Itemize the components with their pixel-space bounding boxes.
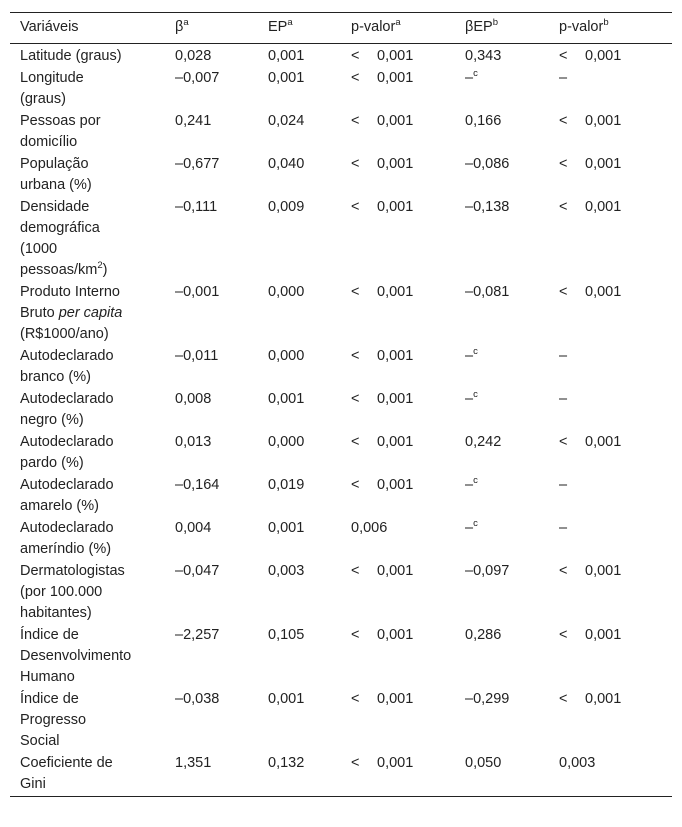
less-than-symbol: <: [351, 755, 360, 771]
beta-cell: [175, 346, 268, 389]
ep-value: 0,040: [268, 156, 305, 172]
beta-cell: [175, 561, 268, 625]
variable-name-line: Progresso: [20, 712, 87, 728]
ep-cell: [268, 346, 351, 389]
table-row: [10, 475, 672, 518]
less-than-symbol: <: [351, 199, 360, 215]
beta-ep-value: 0,050: [465, 755, 502, 771]
p-valor-b-value: 0,001: [585, 627, 622, 643]
variable-name-line: amarelo (%): [20, 498, 99, 514]
variable-name-line: Produto Interno: [20, 284, 120, 300]
variable-name-cell: [10, 44, 175, 69]
p-valor-a-value: 0,001: [377, 755, 414, 771]
beta-value: 0,004: [175, 520, 212, 536]
less-than-symbol: <: [559, 691, 568, 707]
variable-name-suffix: ): [102, 262, 108, 278]
p-valor-a-cell: [351, 346, 465, 389]
p-valor-b-value: 0,001: [585, 434, 622, 450]
ep-value: 0,003: [268, 563, 305, 579]
variable-name-line: ameríndio (%): [20, 541, 112, 557]
variable-name-cell: [10, 475, 175, 518]
header-beta: $\beta^a$: [175, 17, 189, 35]
p-valor-b-value: 0,003: [559, 755, 596, 771]
less-than-symbol: <: [351, 348, 360, 364]
p-valor-b-cell: [559, 111, 672, 154]
p-valor-a-value: 0,001: [377, 199, 414, 215]
ep-value: 0,001: [268, 70, 305, 86]
ep-cell: [268, 111, 351, 154]
beta-value: 0,013: [175, 434, 212, 450]
p-valor-b-cell: [559, 432, 672, 475]
variable-name-cell: [10, 346, 175, 389]
p-valor-a-value: 0,006: [351, 520, 388, 536]
beta-value: –0,001: [175, 284, 220, 300]
less-than-symbol: <: [559, 284, 568, 300]
beta-ep-value: 0,242: [465, 434, 502, 450]
variable-name-line: urbana (%): [20, 177, 92, 193]
variable-name-line: Índice de: [20, 627, 79, 643]
p-valor-a-cell: [351, 154, 465, 197]
table-body: [10, 44, 672, 797]
beta-cell: [175, 625, 268, 689]
p-valor-a-cell: [351, 282, 465, 346]
variable-name-cell: [10, 197, 175, 282]
p-valor-a-cell: [351, 561, 465, 625]
variable-name-cell: [10, 154, 175, 197]
p-valor-a-cell: [351, 518, 465, 561]
ep-value: 0,000: [268, 284, 305, 300]
p-valor-a-cell: [351, 197, 465, 282]
variable-name-cell: [10, 753, 175, 797]
beta-ep-cell: [465, 475, 559, 518]
variable-name-line: negro (%): [20, 412, 84, 428]
beta-ep-value: 0,166: [465, 113, 502, 129]
beta-ep-cell: [465, 561, 559, 625]
beta-cell: [175, 432, 268, 475]
table-row: [10, 625, 672, 689]
beta-value: 0,028: [175, 48, 212, 64]
table-row: [10, 753, 672, 797]
table-row: [10, 561, 672, 625]
beta-value: –2,257: [175, 627, 220, 643]
beta-cell: [175, 689, 268, 753]
variable-name-line: habitantes): [20, 605, 92, 621]
table-row: [10, 689, 672, 753]
ep-cell: [268, 389, 351, 432]
p-valor-b-value: –: [559, 391, 568, 407]
less-than-symbol: <: [351, 691, 360, 707]
beta-value: –0,164: [175, 477, 220, 493]
ep-value: 0,105: [268, 627, 305, 643]
table-row: [10, 154, 672, 197]
p-valor-a-value: 0,001: [377, 113, 414, 129]
beta-ep-cell: [465, 432, 559, 475]
p-valor-b-value: –: [559, 477, 568, 493]
beta-ep-footnote: c: [473, 518, 478, 530]
variable-name-line: Gini: [20, 776, 46, 792]
p-valor-a-value: 0,001: [377, 284, 414, 300]
p-valor-b-value: 0,001: [585, 284, 622, 300]
less-than-symbol: <: [351, 284, 360, 300]
table-row: [10, 111, 672, 154]
variable-name-line: Latitude (graus): [20, 48, 122, 64]
variable-name-line: demográfica: [20, 220, 100, 236]
p-valor-b-value: –: [559, 348, 568, 364]
ep-cell: [268, 432, 351, 475]
beta-ep-value: –0,081: [465, 284, 510, 300]
variable-name-line: Autodeclarado: [20, 348, 114, 364]
variable-name-line: Autodeclarado: [20, 520, 114, 536]
p-valor-b-value: –: [559, 70, 568, 86]
p-valor-b-cell: [559, 346, 672, 389]
table-row: [10, 197, 672, 282]
less-than-symbol: <: [559, 627, 568, 643]
p-valor-a-cell: [351, 68, 465, 111]
p-valor-a-cell: [351, 689, 465, 753]
p-valor-b-value: 0,001: [585, 691, 622, 707]
p-valor-b-value: 0,001: [585, 199, 622, 215]
table-row: [10, 518, 672, 561]
beta-ep-footnote: c: [473, 389, 478, 401]
beta-ep-cell: [465, 282, 559, 346]
less-than-symbol: <: [351, 48, 360, 64]
ep-cell: [268, 282, 351, 346]
header-beta-ep: βEP$^b$: [465, 17, 498, 35]
beta-ep-value: –0,299: [465, 691, 510, 707]
p-valor-a-cell: [351, 753, 465, 797]
variable-name-line: Autodeclarado: [20, 434, 114, 450]
less-than-symbol: <: [559, 113, 568, 129]
beta-ep-cell: [465, 689, 559, 753]
p-valor-b-cell: [559, 561, 672, 625]
variable-name-line: Índice de: [20, 691, 79, 707]
less-than-symbol: <: [351, 156, 360, 172]
beta-value: –0,111: [175, 199, 218, 215]
ep-value: 0,024: [268, 113, 305, 129]
variable-name-line: Bruto: [20, 305, 59, 321]
beta-value: –0,007: [175, 70, 220, 86]
beta-ep-cell: [465, 154, 559, 197]
less-than-symbol: <: [351, 477, 360, 493]
p-valor-b-cell: [559, 44, 672, 69]
p-valor-b-cell: [559, 154, 672, 197]
beta-ep-cell: [465, 625, 559, 689]
header-variaveis: Variáveis: [20, 19, 79, 35]
less-than-symbol: <: [559, 48, 568, 64]
variable-name-cell: [10, 389, 175, 432]
p-valor-a-value: 0,001: [377, 477, 414, 493]
beta-ep-value: –: [465, 520, 474, 536]
p-valor-b-cell: [559, 475, 672, 518]
p-valor-a-value: 0,001: [377, 70, 414, 86]
variable-name-line: Autodeclarado: [20, 477, 114, 493]
p-valor-a-cell: [351, 625, 465, 689]
table-row: [10, 44, 672, 69]
p-valor-a-value: 0,001: [377, 434, 414, 450]
beta-cell: [175, 197, 268, 282]
variable-name-line: Dermatologistas: [20, 563, 125, 579]
variable-name-cell: [10, 432, 175, 475]
beta-ep-cell: [465, 346, 559, 389]
beta-value: –0,677: [175, 156, 220, 172]
variable-name-cell: [10, 561, 175, 625]
variable-name-cell: [10, 518, 175, 561]
variable-name-line: Social: [20, 733, 60, 749]
beta-cell: [175, 475, 268, 518]
variable-name-superscript: 2: [97, 260, 103, 272]
table-row: [10, 346, 672, 389]
ep-cell: [268, 561, 351, 625]
header-ep: $EP^a$: [268, 17, 293, 35]
p-valor-a-value: 0,001: [377, 691, 414, 707]
p-valor-a-cell: [351, 389, 465, 432]
beta-ep-value: –: [465, 477, 474, 493]
beta-value: 1,351: [175, 755, 212, 771]
variable-name-line: Humano: [20, 669, 75, 685]
ep-value: 0,001: [268, 48, 305, 64]
variable-name-line: Longitude: [20, 70, 84, 86]
beta-cell: [175, 753, 268, 797]
table-row: [10, 68, 672, 111]
p-valor-a-cell: [351, 44, 465, 69]
ep-cell: [268, 753, 351, 797]
p-valor-a-cell: [351, 475, 465, 518]
ep-value: 0,001: [268, 691, 305, 707]
ep-value: 0,001: [268, 391, 305, 407]
p-valor-b-value: 0,001: [585, 48, 622, 64]
header-p-valor-a: p-valor$^a$: [351, 17, 401, 35]
regression-table: [10, 12, 672, 797]
beta-value: 0,241: [175, 113, 212, 129]
variable-name-line: População: [20, 156, 89, 172]
less-than-symbol: <: [351, 391, 360, 407]
variable-name-cell: [10, 625, 175, 689]
less-than-symbol: <: [351, 434, 360, 450]
p-valor-b-cell: [559, 518, 672, 561]
header-p-valor-b: p-valor$^b$: [559, 17, 609, 35]
less-than-symbol: <: [559, 199, 568, 215]
beta-ep-value: –: [465, 391, 474, 407]
ep-cell: [268, 44, 351, 69]
variable-name-italic: per capita: [58, 305, 123, 321]
p-valor-a-value: 0,001: [377, 156, 414, 172]
beta-ep-cell: [465, 389, 559, 432]
beta-value: –0,047: [175, 563, 220, 579]
p-valor-b-cell: [559, 197, 672, 282]
regression-table-container: [10, 12, 672, 797]
p-valor-b-cell: [559, 68, 672, 111]
variable-name-cell: [10, 689, 175, 753]
beta-ep-cell: [465, 197, 559, 282]
p-valor-a-value: 0,001: [377, 627, 414, 643]
beta-ep-footnote: c: [473, 68, 478, 80]
variable-name-line: pessoas/km: [20, 262, 98, 278]
variable-name-line: Desenvolvimento: [20, 648, 132, 664]
ep-value: 0,001: [268, 520, 305, 536]
p-valor-b-cell: [559, 282, 672, 346]
p-valor-b-value: 0,001: [585, 156, 622, 172]
variable-name-cell: [10, 68, 175, 111]
beta-ep-value: –: [465, 70, 474, 86]
ep-cell: [268, 689, 351, 753]
beta-ep-cell: [465, 44, 559, 69]
beta-value: 0,008: [175, 391, 212, 407]
table-row: [10, 432, 672, 475]
beta-cell: [175, 518, 268, 561]
beta-cell: [175, 389, 268, 432]
variable-name-line: domicílio: [20, 134, 78, 150]
beta-ep-value: –0,138: [465, 199, 510, 215]
beta-ep-cell: [465, 111, 559, 154]
variable-name-line: Densidade: [20, 199, 90, 215]
beta-cell: [175, 44, 268, 69]
ep-value: 0,000: [268, 348, 305, 364]
variable-name-line: branco (%): [20, 369, 91, 385]
variable-name-line: (por 100.000: [20, 584, 103, 600]
ep-cell: [268, 68, 351, 111]
beta-cell: [175, 111, 268, 154]
p-valor-a-cell: [351, 111, 465, 154]
beta-cell: [175, 68, 268, 111]
variable-name-line: Coeficiente de: [20, 755, 113, 771]
beta-ep-value: –0,086: [465, 156, 510, 172]
ep-cell: [268, 625, 351, 689]
variable-name-cell: [10, 282, 175, 346]
beta-ep-footnote: c: [473, 346, 478, 358]
p-valor-a-value: 0,001: [377, 391, 414, 407]
table-header-row: [10, 13, 672, 44]
table-row: [10, 282, 672, 346]
variable-name-cell: [10, 111, 175, 154]
beta-ep-value: 0,286: [465, 627, 502, 643]
ep-value: 0,000: [268, 434, 305, 450]
p-valor-b-cell: [559, 689, 672, 753]
ep-cell: [268, 154, 351, 197]
p-valor-a-value: 0,001: [377, 563, 414, 579]
table-row: [10, 389, 672, 432]
ep-cell: [268, 197, 351, 282]
beta-ep-value: 0,343: [465, 48, 502, 64]
p-valor-b-cell: [559, 389, 672, 432]
beta-ep-cell: [465, 518, 559, 561]
less-than-symbol: <: [351, 70, 360, 86]
p-valor-b-value: 0,001: [585, 563, 622, 579]
beta-ep-cell: [465, 753, 559, 797]
p-valor-b-value: 0,001: [585, 113, 622, 129]
p-valor-a-cell: [351, 432, 465, 475]
less-than-symbol: <: [351, 563, 360, 579]
beta-value: –0,011: [175, 348, 219, 364]
variable-name-line: (1000: [20, 241, 58, 257]
beta-ep-footnote: c: [473, 475, 478, 487]
ep-value: 0,009: [268, 199, 305, 215]
p-valor-a-value: 0,001: [377, 348, 414, 364]
ep-cell: [268, 518, 351, 561]
less-than-symbol: <: [559, 563, 568, 579]
beta-ep-value: –0,097: [465, 563, 510, 579]
variable-name-line: Autodeclarado: [20, 391, 114, 407]
beta-cell: [175, 282, 268, 346]
p-valor-b-cell: [559, 625, 672, 689]
less-than-symbol: <: [351, 113, 360, 129]
ep-value: 0,132: [268, 755, 305, 771]
p-valor-a-value: 0,001: [377, 48, 414, 64]
less-than-symbol: <: [351, 627, 360, 643]
less-than-symbol: <: [559, 156, 568, 172]
ep-cell: [268, 475, 351, 518]
less-than-symbol: <: [559, 434, 568, 450]
variable-name-line: (graus): [20, 91, 66, 107]
beta-ep-value: –: [465, 348, 474, 364]
beta-ep-cell: [465, 68, 559, 111]
ep-value: 0,019: [268, 477, 305, 493]
variable-name-line: (R$1000/ano): [20, 326, 109, 342]
p-valor-b-cell: [559, 753, 672, 797]
p-valor-b-value: –: [559, 520, 568, 536]
beta-value: –0,038: [175, 691, 220, 707]
beta-cell: [175, 154, 268, 197]
variable-name-line: pardo (%): [20, 455, 84, 471]
variable-name-line: Pessoas por: [20, 113, 101, 129]
